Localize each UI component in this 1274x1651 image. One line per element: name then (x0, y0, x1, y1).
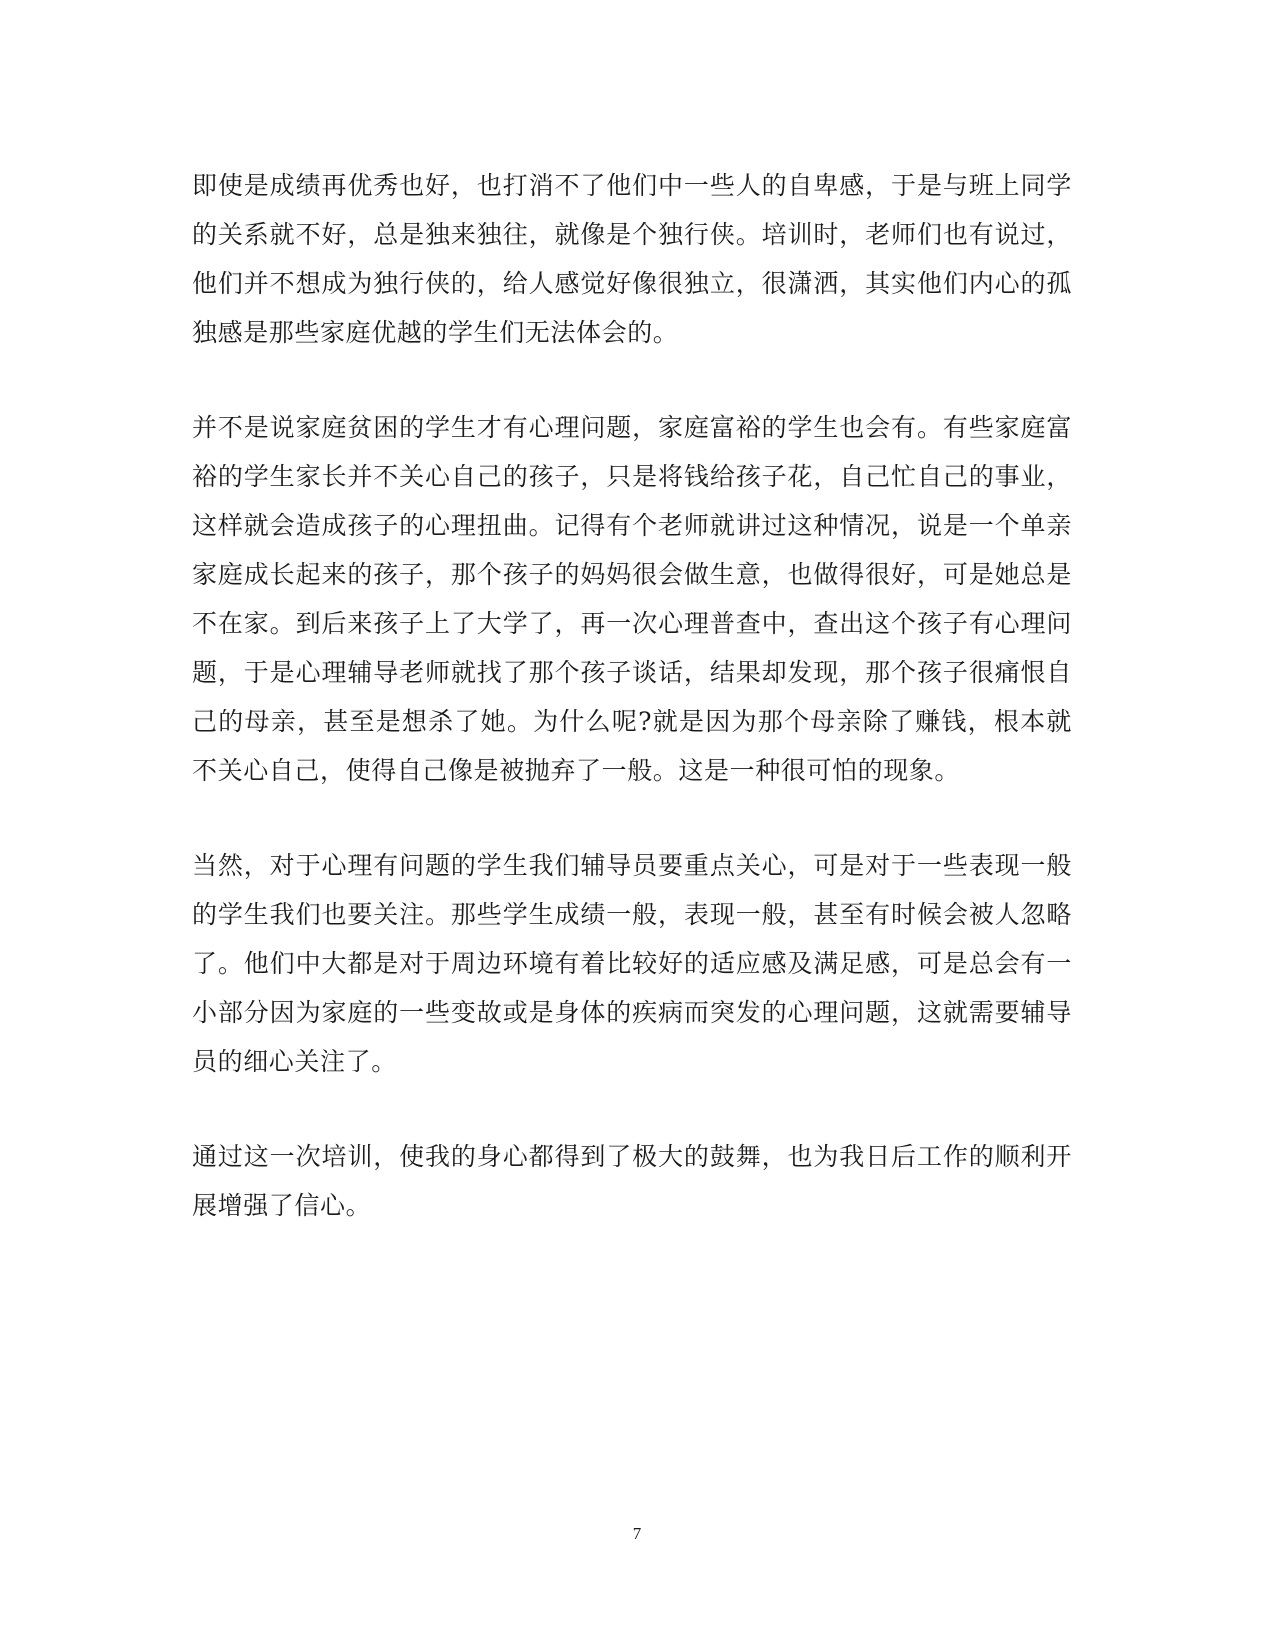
paragraph-2: 并不是说家庭贫困的学生才有心理问题，家庭富裕的学生也会有。有些家庭富裕的学生家长并不关心自己的孩子，只是将钱给孩子花，自己忙自己的事业，这样就会造成孩子的心理扭曲。记得有个老师就讲过这种情况，说是一个单亲家庭成长起来的孩子，那个孩子的妈妈很会做生意，也做得很好，可是她总是不在家。到后来孩子上了大学了，再一次心理普查中，查出这个孩子有心理问题，于是心理辅导老师就找了那个孩子谈话，结果却发现，那个孩子很痛恨自己的母亲，甚至是想杀了她。为什么呢?就是因为那个母亲除了赚钱，根本就不关心自己，使得自己像是被抛弃了一般。这是一种很可怕的现象。 (192, 413, 1072, 785)
paragraph-4: 通过这一次培训，使我的身心都得到了极大的鼓舞，也为我日后工作的顺利开展增强了信心。 (192, 1142, 1072, 1220)
paragraph-spacer (192, 357, 1072, 403)
paragraph-spacer (192, 795, 1072, 841)
paragraph-3: 当然，对于心理有问题的学生我们辅导员要重点关心，可是对于一些表现一般的学生我们也要关注。那些学生成绩一般，表现一般，甚至有时候会被人忽略了。他们中大都是对于周边环境有着比较好的适应感及满足感，可是总会有一小部分因为家庭的一些变故或是身体的疾病而突发的心理问题，这就需要辅导员的细心关注了。 (192, 851, 1072, 1076)
page-number: 7 (632, 1524, 642, 1543)
paragraph-spacer (192, 1086, 1072, 1132)
document-body (192, 161, 1072, 1230)
paragraph-1: 即使是成绩再优秀也好，也打消不了他们中一些人的自卑感，于是与班上同学的关系就不好，总是独来独往，就像是个独行侠。培训时，老师们也有说过，他们并不想成为独行侠的，给人感觉好像很独立，很潇洒，其实他们内心的孤独感是那些家庭优越的学生们无法体会的。 (192, 171, 1072, 347)
